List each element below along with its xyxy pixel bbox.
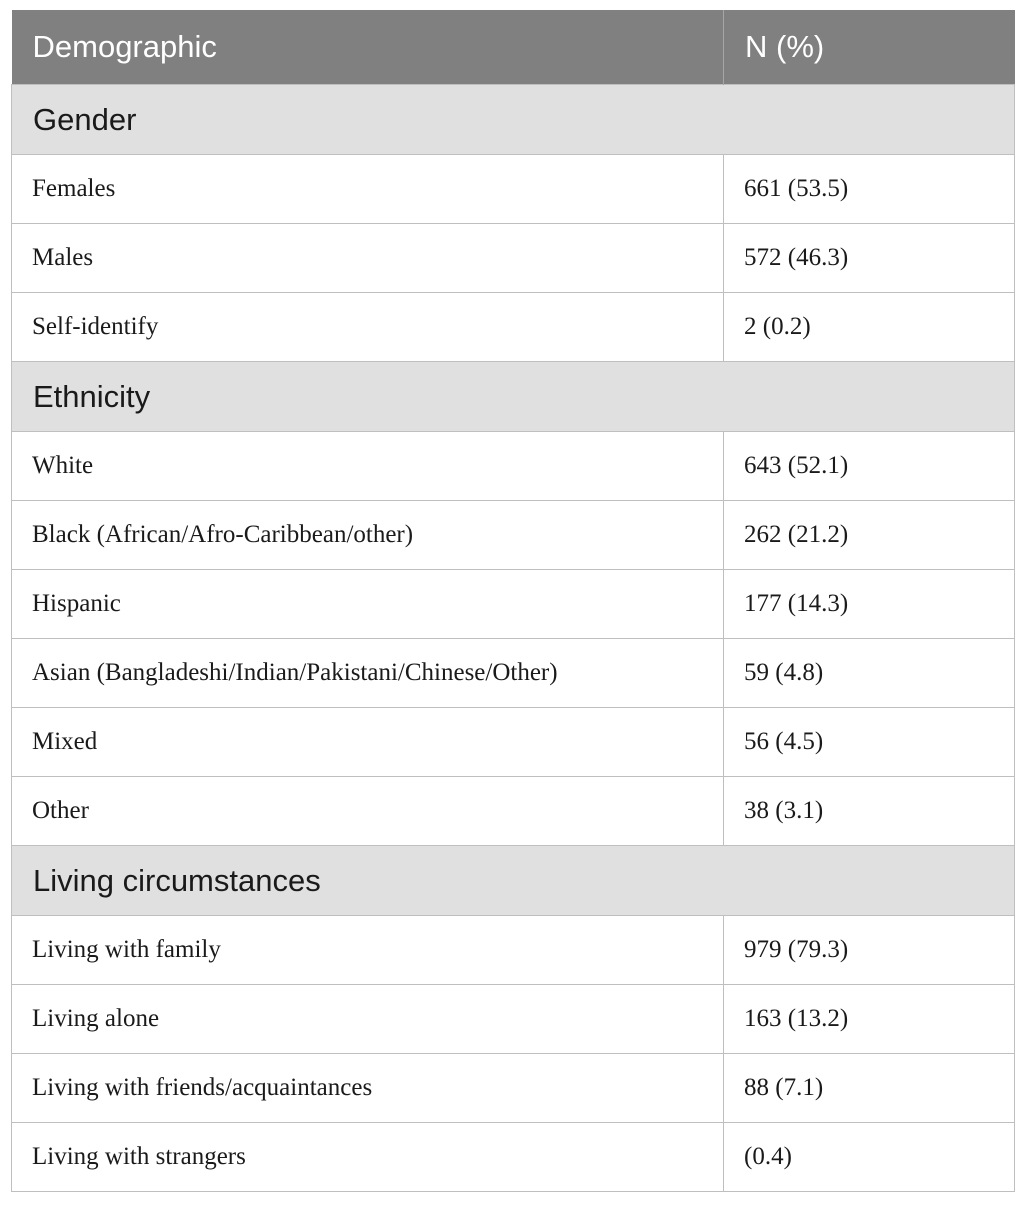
header-n-percent: N (%) (724, 10, 1015, 85)
header-demographic: Demographic (12, 10, 724, 85)
table-row (12, 432, 1015, 501)
section-row-ethnicity (12, 362, 1015, 432)
row-label: Hispanic (12, 570, 724, 639)
table-row (12, 916, 1015, 985)
row-value: 262 (21.2) (724, 501, 1015, 570)
row-value: 88 (7.1) (724, 1054, 1015, 1123)
section-title: Living circumstances (12, 846, 1015, 916)
row-value: 163 (13.2) (724, 985, 1015, 1054)
table-row (12, 639, 1015, 708)
table-row (12, 708, 1015, 777)
demographics-table (11, 10, 1015, 1192)
row-value: 643 (52.1) (724, 432, 1015, 501)
row-label: Living with friends/acquaintances (12, 1054, 724, 1123)
row-label: Black (African/Afro-Caribbean/other) (12, 501, 724, 570)
section-row-gender (12, 85, 1015, 155)
row-label: Other (12, 777, 724, 846)
row-label: Self-identify (12, 293, 724, 362)
row-label: Mixed (12, 708, 724, 777)
row-value: 661 (53.5) (724, 155, 1015, 224)
row-label: Living with family (12, 916, 724, 985)
table-row (12, 1123, 1015, 1192)
row-value: 177 (14.3) (724, 570, 1015, 639)
row-value: 38 (3.1) (724, 777, 1015, 846)
row-label: White (12, 432, 724, 501)
row-value: 56 (4.5) (724, 708, 1015, 777)
row-label: Females (12, 155, 724, 224)
section-title: Ethnicity (12, 362, 1015, 432)
table-row (12, 777, 1015, 846)
table-row (12, 224, 1015, 293)
row-label: Asian (Bangladeshi/Indian/Pakistani/Chinese/Other) (12, 639, 724, 708)
table-row (12, 985, 1015, 1054)
section-title: Gender (12, 85, 1015, 155)
table-row (12, 570, 1015, 639)
section-row-living-circumstances (12, 846, 1015, 916)
table-row (12, 293, 1015, 362)
row-value: 59 (4.8) (724, 639, 1015, 708)
table-row (12, 155, 1015, 224)
row-value: 979 (79.3) (724, 916, 1015, 985)
table-row (12, 1054, 1015, 1123)
table-header (12, 10, 1015, 85)
row-label: Living with strangers (12, 1123, 724, 1192)
table-row (12, 501, 1015, 570)
table-body (12, 85, 1015, 1192)
row-value: 572 (46.3) (724, 224, 1015, 293)
row-label: Living alone (12, 985, 724, 1054)
row-value: 2 (0.2) (724, 293, 1015, 362)
row-label: Males (12, 224, 724, 293)
header-row (12, 10, 1015, 85)
row-value: (0.4) (724, 1123, 1015, 1192)
